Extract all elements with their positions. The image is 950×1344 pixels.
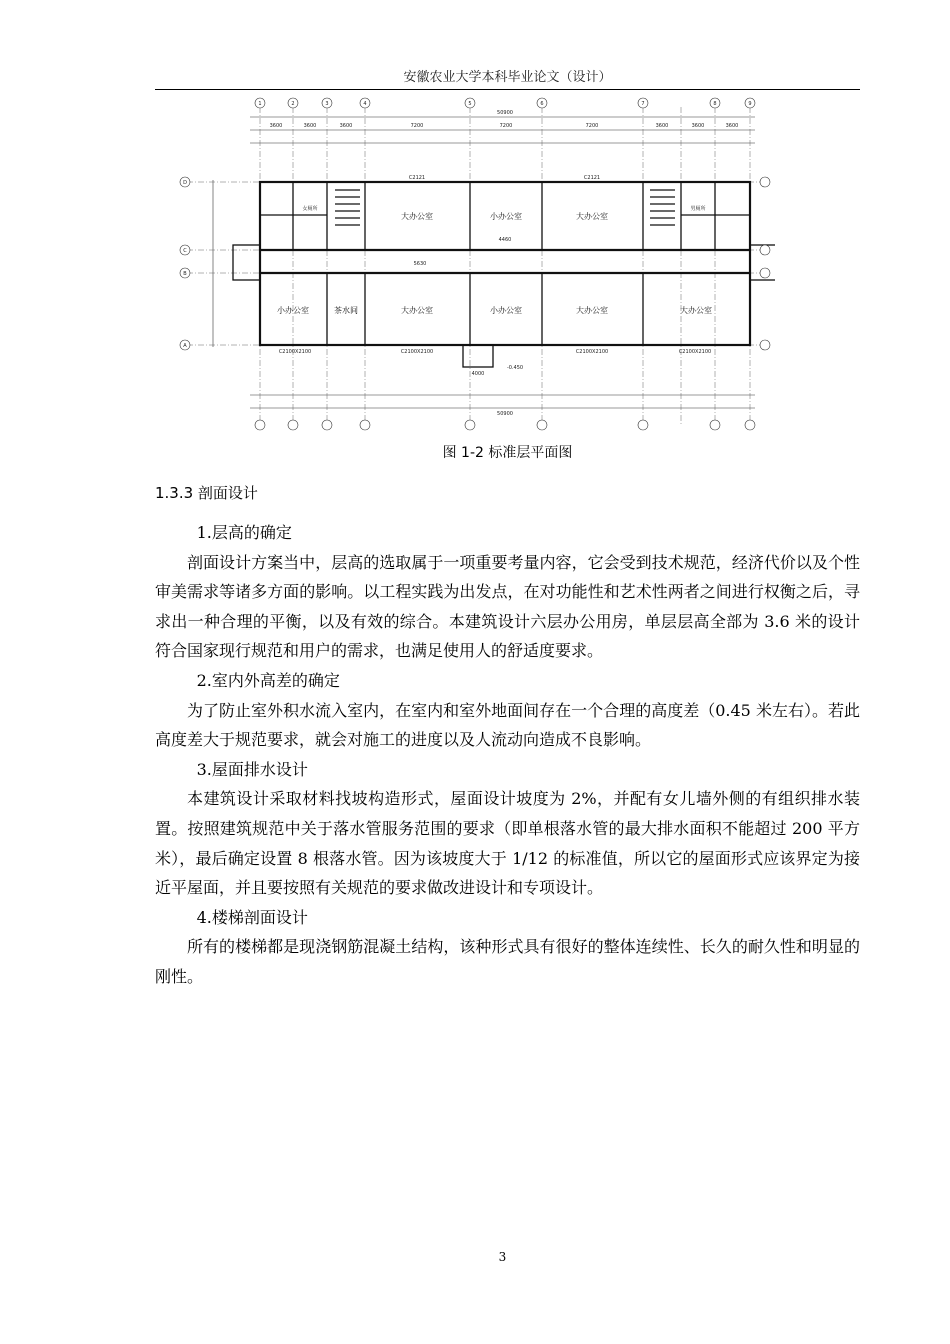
dimension-label: 3600 <box>725 123 739 129</box>
axis-label: 1 <box>258 101 262 107</box>
paragraph: 为了防止室外积水流入室内，在室内和室外地面间存在一个合理的高度差（0.45 米左右）。若此高度差大于规范要求，就会对施工的进度以及人流动向造成不良影响。 <box>155 700 860 750</box>
header-title: 安徽农业大学本科毕业论文（设计） <box>403 70 612 85</box>
room-label: 大办公室 <box>401 212 433 221</box>
dimension-label: 7200 <box>410 123 424 129</box>
axis-label: C <box>183 248 187 254</box>
floor-plan-figure <box>175 95 775 435</box>
dimension-label: 5630 <box>413 261 427 267</box>
dimension-label: 7200 <box>585 123 599 129</box>
figure-caption: 图 1-2 标准层平面图 <box>442 445 573 461</box>
dimension-label: 3600 <box>691 123 705 129</box>
page-header <box>155 66 860 90</box>
subheading: 1.层高的确定 <box>196 523 292 542</box>
room-label: 小办公室 <box>277 306 309 315</box>
page-number: 3 <box>498 1250 507 1264</box>
subheading: 3.屋面排水设计 <box>196 759 308 779</box>
paragraph: 所有的楼梯都是现浇钢筋混凝土结构，该种形式具有很好的整体连续性、长久的耐久性和明显的刚性。 <box>155 937 860 986</box>
window-label: C2100X2100 <box>575 349 609 355</box>
paragraph: 剖面设计方案当中，层高的选取属于一项重要考量内容，它会受到技术规范，经济代价以及个性审美需求等诸多方面的影响。以工程实践为出发点，在对功能性和艺术性两者之间进行权衡之后，寻求出一种合理的平衡，以及有效的综合。本建筑设计六层办公用房，单层层高全部为 3.6 米的设计符合国家现行规范和用户的需求，也满足使用人的舒适度要求。 <box>155 552 860 661</box>
window-label: C2121 <box>408 175 426 181</box>
axis-label: 5 <box>468 101 472 107</box>
axis-label: 7 <box>641 101 645 107</box>
room-label: 茶水间 <box>334 306 358 315</box>
dimension-label: 4460 <box>498 237 512 243</box>
dimension-label: 3600 <box>269 123 283 129</box>
overall-dimension: 50900 <box>497 110 513 116</box>
room-label: 小办公室 <box>490 212 522 221</box>
room-label: 大办公室 <box>680 306 712 315</box>
room-label: 小办公室 <box>490 306 522 315</box>
dimension-label: 3600 <box>655 123 669 129</box>
dimension-label: 3600 <box>303 123 317 129</box>
axis-label: B <box>183 271 187 277</box>
room-label: 男厕所 <box>690 206 706 212</box>
window-label: C2100X2100 <box>400 349 434 355</box>
window-label: C2100X2100 <box>278 349 312 355</box>
window-label: C2121 <box>583 175 601 181</box>
axis-label: 2 <box>291 101 295 107</box>
room-label: 女厕所 <box>302 206 318 212</box>
axis-label: A <box>183 343 187 349</box>
section-title: 1.3.3 剖面设计 <box>155 484 258 502</box>
axis-label: 4 <box>363 101 367 107</box>
section-body <box>155 518 860 992</box>
overall-dimension-bottom: 50900 <box>497 411 513 417</box>
window-label: C2100X2100 <box>678 349 712 355</box>
room-label: 大办公室 <box>401 306 433 315</box>
dimension-label: 7200 <box>499 123 513 129</box>
subheading: 4.楼梯剖面设计 <box>196 907 308 927</box>
room-label: 大办公室 <box>576 212 608 221</box>
elevation-label: -0.450 <box>506 365 524 371</box>
paragraph: 本建筑设计采取材料找坡构造形式，屋面设计坡度为 2%，并配有女儿墙外侧的有组织排水装置。按照建筑规范中关于落水管服务范围的要求（即单根落水管的最大排水面积不能超过 200 平方米），最后确定设置 8 根落水管。因为该坡度大于 1/12 的标准值，所以它的屋面形式应该界定为接近平屋面，并且要按照有关规范的要求做改进设计和专项设计。 <box>155 789 860 898</box>
subheading: 2.室内外高差的确定 <box>196 670 340 690</box>
axis-label: 6 <box>540 101 544 107</box>
floor-plan-drawing <box>175 95 775 435</box>
dimension-label: 4000 <box>471 371 485 377</box>
axis-label: 9 <box>748 101 752 107</box>
dimension-label: 3600 <box>339 123 353 129</box>
axis-label: 3 <box>325 101 329 107</box>
axis-label: D <box>183 180 187 186</box>
room-label: 大办公室 <box>576 306 608 315</box>
axis-label: 8 <box>713 101 717 107</box>
